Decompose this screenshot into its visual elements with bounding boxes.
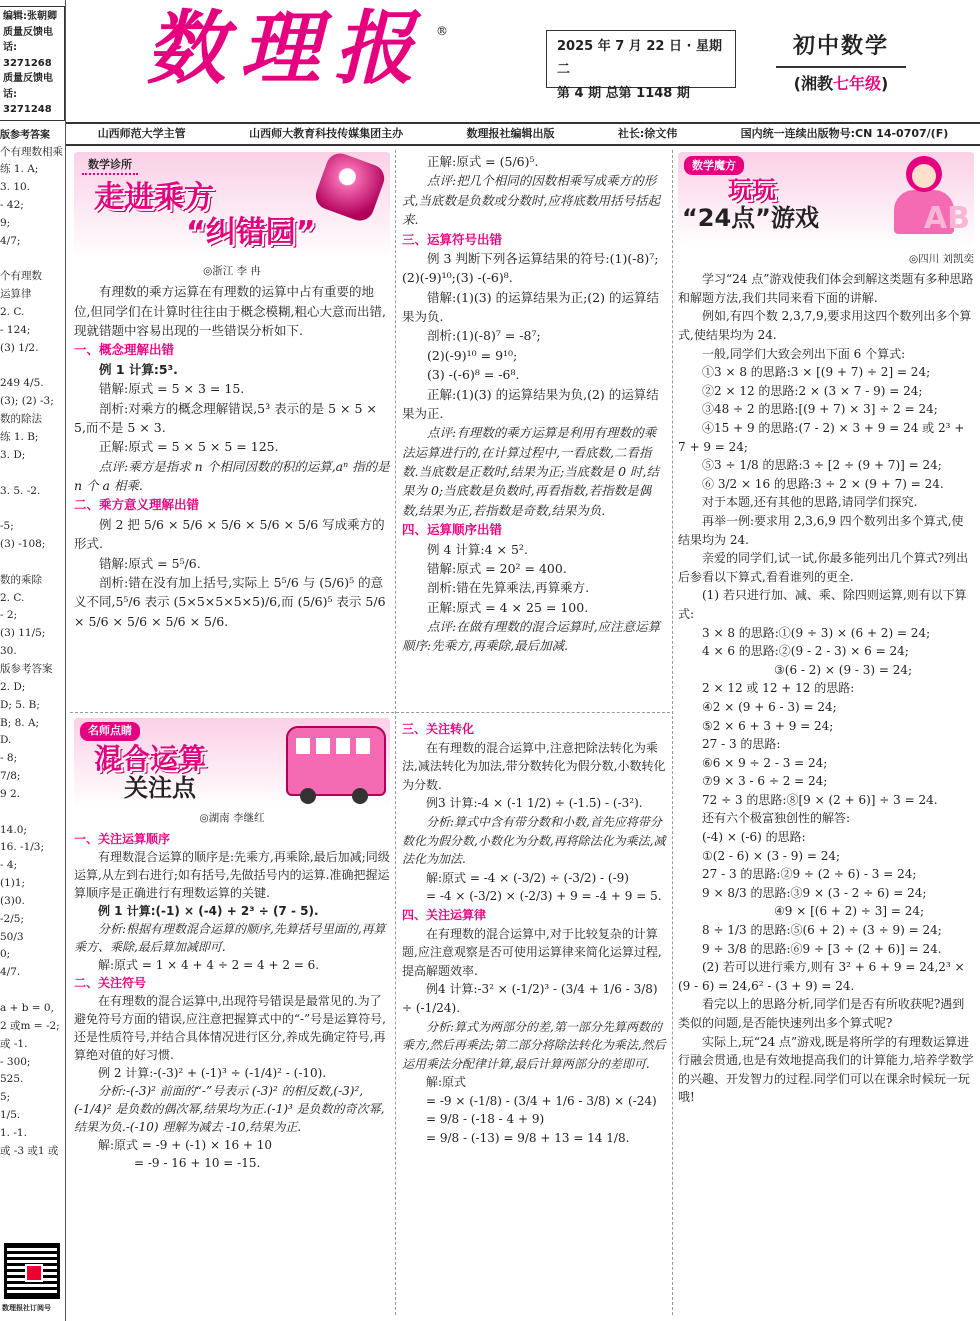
qr-label: 数理报社订阅号 xyxy=(2,1304,51,1313)
logo: 数理报 xyxy=(146,1,428,95)
column-tag: 数学诊所 xyxy=(82,156,138,175)
subject-title: 初中数学 xyxy=(776,30,906,68)
article-exponent-errors: 数学诊所 走进乘方 “纠错园” ◎浙江 李 冉 有理数的乘方运算在有理数的运算中占有重要的地位,但同学们在计算时往往由于概念模糊,粗心大意而出错,现就错题中容易出现的一些错误分析如下. 一、概念理解出错 例 1 计算:5³. 错解:原式 = 5 × 3 = 15. 剖析:对乘方的概念理解错误,5³ 表示的是 5 × 5 × 5,而不是 5 × 3. 正解:原式 = 5 × 5 × 5 = 125. 点评:乘方是指求 n 个相同因数的积的运算,aⁿ 指的是 n 个 a 相乘. 二、乘方意义理解出错 例 2 把 5/6 × 5/6 × 5/6 × 5/6 × 5/6 写成乘方的形式. 错解:原式 = 5⁵/6. 剖析:错在没有加上括号,实际上 5⁵/6 与 (5/6)⁵ 的意义不同,5⁵/6 表示 (5×5×5×5×5)/6,而 (5/6)⁵ 表示 5/6 × 5/6 × 5/6 × 5/6 × 5/6. xyxy=(74,152,390,631)
answer-line: 个有理数 xyxy=(0,270,42,283)
answer-lines xyxy=(0,144,63,1161)
answer-line: 2 或m = -2; xyxy=(0,1019,60,1032)
answer-line: -2/5; xyxy=(0,912,24,925)
answer-line: 0; xyxy=(0,948,11,961)
column-tag: 名师点睛 xyxy=(80,722,140,741)
section-divider xyxy=(70,712,670,713)
answer-line: - 2; xyxy=(0,609,18,622)
answer-line: 或 -3 或1 或 xyxy=(0,1144,59,1157)
answer-line xyxy=(0,251,63,269)
bus-icon xyxy=(286,726,386,796)
editor-info: 编辑:张朝卿 质量反馈电话: 3271268 质量反馈电话: 3271248 xyxy=(0,6,65,121)
answer-line: 运算律 xyxy=(0,288,32,301)
answer-line xyxy=(0,554,63,572)
answer-line: 525. xyxy=(0,1073,24,1086)
reading-girl-icon: AB xyxy=(884,156,970,242)
answer-line: 2. D; xyxy=(0,680,26,693)
answer-line: D; 5. B; xyxy=(0,698,40,711)
answer-line: (3) 11/5; xyxy=(0,627,46,640)
answer-line: - 4; xyxy=(0,859,18,872)
column-divider xyxy=(672,150,673,1315)
answer-line xyxy=(0,358,63,376)
registered-mark: ® xyxy=(436,24,448,38)
grade-label: (湘教七年级) xyxy=(793,74,889,94)
answer-line xyxy=(0,804,63,822)
answer-line: 个有理数相乘 xyxy=(0,145,63,158)
answer-line: 4/7; xyxy=(0,234,21,247)
answer-line: 249 4/5. xyxy=(0,377,44,390)
answer-line xyxy=(0,465,63,483)
answer-line: 30. xyxy=(0,645,17,658)
answer-line: (3); (2) -3; xyxy=(0,395,54,408)
article-mixed-operations-cont: 三、关注转化 在有理数的混合运算中,注意把除法转化为乘法,减法转化为加法,带分数转化为假分数,小数转化为分数. 例3 计算:-4 × (-1 1/2) ÷ (-1.5) - (-3²). 分析:算式中含有带分数和小数,首先应将带分数化为假分数,小数化为分数,再将除法化为乘法,减法化为加法. 解:原式 = -4 × (-3/2) ÷ (-3/2) - (-9) = -4 × (-3/2) × (-2/3) + 9 = -4 + 9 = 5. 四、关注运算律 在有理数的混合运算中,对于比较复杂的计算题,应注意观察是否可使用运算律来简化运算过程,提高解题效率. 例4 计算:-3² × (-1/2)³ - (3/4 + 1/6 - 3/8) ÷ (-1/24). 分析:算式为两部分的差,第一部分先算两数的乘方,然后再乘法;第二部分将除法转化为乘法,然后运用乘法分配律计算,最后计算两部分的差即可. 解:原式 = -9 × (-1/8) - (3/4 + 1/6 - 3/8) × (-24) = 9/8 - (-18 - 4 + 9) = 9/8 - (-13) = 9/8 + 13 = 14 1/8. xyxy=(402,722,666,1146)
article-author: ◎四川 刘凯奕 xyxy=(909,253,974,265)
publisher-bar: 山西师范大学主管 山西师大教育科技传媒集团主办 数理报社编辑出版 社长:徐文伟 国内统一连续出版物号:CN 14-0707/(F) xyxy=(66,122,980,146)
issue-text: 第 4 期 总第 1148 期 xyxy=(557,85,690,101)
masthead xyxy=(66,0,980,122)
article-banner xyxy=(678,152,974,248)
answer-line: B; 8. A; xyxy=(0,716,40,729)
left-answer-column xyxy=(0,0,66,1321)
answer-line: 1/5. xyxy=(0,1109,21,1122)
answer-line: 2. C. xyxy=(0,306,25,319)
answer-line: - 8; xyxy=(0,752,18,765)
answer-line: (3) 1/2. xyxy=(0,341,39,354)
answer-list: 版参考答案 个有理数相乘 练 1. A; 3. 10. - 42; 9; 4/7; 个有理数 运算律 2. C. - 124; (3) 1/2. 249 4/5. (3); (2) -3; 数的除法 练 1. B; 3. D; 3. 5. -2. -5; (3) -108; 数的乘除 2. C. - 2; (3) 11/5; 30. 版参考答案 2. D; D; 5. B; B; 8. A; D. - 8; 7/8; 9 2. 14.0; 16. -1/3; - 4; (1)1; (3)0. -2/5; 50/3 0; 4/7. a + b = 0, 2 或m = -2; 或 -1. - 300; 525. 5; 1/5. 1. -1. 或 -3 或1 或 xyxy=(0,121,65,1161)
answer-line: (3)0. xyxy=(0,894,25,907)
article-banner xyxy=(74,718,390,808)
article-author: ◎湖南 李继红 xyxy=(199,812,265,824)
answer-line: D. xyxy=(0,734,12,747)
answer-line: 1. -1. xyxy=(0,1126,27,1139)
column-tag: 数学魔方 xyxy=(684,156,744,175)
article-title: 走进乘方 xyxy=(94,180,214,216)
answer-line: (3) -108; xyxy=(0,538,46,551)
article-title-2: 关注点 xyxy=(124,773,196,802)
article-exponent-errors-cont: 正解:原式 = (5/6)⁵. 点评:把几个相同的因数相乘写成乘方的形式,当底数是负数或分数时,应将底数用括号括起来. 三、运算符号出错 例 3 判断下列各运算结果的符号:(1)(-8)⁷;(2)(-9)¹⁰;(3) -(-6)⁸. 错解:(1)(3) 的运算结果为正;(2) 的运算结果为负. 剖析:(1)(-8)⁷ = -8⁷; (2)(-9)¹⁰ = 9¹⁰; (3) -(-6)⁸ = -6⁸. 正解:(1)(3) 的运算结果为负,(2) 的运算结果为正. 点评:有理数的乘方运算是利用有理数的乘法运算进行的,在计算过程中,一看底数,二看指数.当底数是正数时,结果为正;当底数是 0 时,结果为 0;当底数是负数时,再看指数,若指数是偶数,结果为正,若指数是奇数,结果为负. 四、运算顺序出错 例 4 计算:4 × 5². 错解:原式 = 20² = 400. 剖析:错在先算乘法,再算乘方. 正解:原式 = 4 × 25 = 100. 点评:在做有理数的混合运算时,应注意运算顺序:先乘方,再乘除,最后加减. xyxy=(402,154,661,654)
article-title: 混合运算 xyxy=(94,741,207,775)
answer-line: 数的除法 xyxy=(0,413,42,426)
date-text: 2025 年 7 月 22 日 · 星期二 xyxy=(557,39,722,78)
article-title-2: “纠错园” xyxy=(186,214,316,250)
article-author: ◎浙江 李 冉 xyxy=(203,265,261,277)
article-banner xyxy=(74,152,390,260)
answer-line: 2. C. xyxy=(0,591,25,604)
answer-line: 9 2. xyxy=(0,787,21,800)
answer-line: 版参考答案 xyxy=(0,662,53,675)
answer-line xyxy=(0,500,63,518)
answer-line: 练 1. B; xyxy=(0,431,39,443)
subject-box xyxy=(776,30,906,97)
answer-line: - 300; xyxy=(0,1055,31,1068)
answer-line: - 124; xyxy=(0,323,31,336)
answer-line: 14.0; xyxy=(0,823,27,836)
answer-line: 9; xyxy=(0,216,11,229)
column-divider xyxy=(395,150,396,1315)
answer-line: 3. 5. -2. xyxy=(0,484,41,497)
answer-line xyxy=(0,982,63,1000)
answer-line: -5; xyxy=(0,520,14,533)
answer-line: - 42; xyxy=(0,199,24,212)
article-title-2: “24点”游戏 xyxy=(682,203,819,232)
answer-line: 5; xyxy=(0,1091,11,1104)
article-mixed-operations: 名师点睛 混合运算 关注点 ◎湖南 李继红 一、关注运算顺序 有理数混合运算的顺序是:先乘方,再乘除,最后加减;同级运算,从左到右进行;如有括号,先做括号内的运算.准确把握运算顺序是正确进行有理数运算的关键. 例 1 计算:(-1) × (-4) + 2³ ÷ (7 - 5). 分析:根据有理数混合运算的顺序,先算括号里面的,再算乘方、乘除,最后算加减即可. 解:原式 = 1 × 4 + 4 ÷ 2 = 4 + 2 = 6. 二、关注符号 在有理数的混合运算中,出现符号错误是最常见的.为了避免符号方面的错误,应注意把握算式中的“-”号是运算符号,还是性质符号,并结合具体情况进行区分,养成先确定符号,再算绝对值的好习惯. 例 2 计算:-(-3)² + (-1)³ ÷ (-1/4)² - (-10). 分析:-(-3)² 前面的“-”号表示 (-3)² 的相反数,(-3)²,(-1/4)² 是负数的偶次幂,结果均为正.(-1)³ 是负数的奇次幂,结果为负.-(-10) 理解为减去 -10,结果为正. 解:原式 = -9 + (-1) × 16 + 10 = -9 - 16 + 10 = -15. xyxy=(74,718,390,1172)
answer-line: 3. 10. xyxy=(0,181,31,194)
date-box xyxy=(546,30,736,101)
qr-code[interactable] xyxy=(4,1243,60,1299)
answer-line: 4/7. xyxy=(0,966,21,979)
answer-line: 50/3 xyxy=(0,930,24,943)
answer-line: a + b = 0, xyxy=(0,1002,54,1014)
answer-line: (1)1; xyxy=(0,877,26,890)
answer-line: 数的乘除 xyxy=(0,573,42,586)
answer-line: 7/8; xyxy=(0,770,21,783)
answer-line: 练 1. A; xyxy=(0,163,39,176)
article-24-game: 数学魔方 玩玩 “24点”游戏 AB ◎四川 刘凯奕 学习“24 点”游戏使我们体会到解这类题有多种思路和解题方法,我们共同来看下面的讲解. 例如,有四个数 2,3,7,9,要求用这四个数列出多个算式,使结果均为 24. 一般,同学们大致会列出下面 6 个算式: ①3 × 8 的思路:3 × [(9 + 7) ÷ 2] = 24; ②2 × 12 的思路:2 × (3 × 7 - 9) = 24; ③48 ÷ 2 的思路:[(9 + 7) × 3] ÷ 2 = 24; ④15 + 9 的思路:(7 - 2) × 3 + 9 = 24 或 2³ + 7 + 9 = 24; ⑤3 ÷ 1/8 的思路:3 ÷ [2 ÷ (9 + 7)] = 24; ⑥ 3/2 × 16 的思路:3 ÷ 2 × (9 + 7) = 24. 对于本题,还有其他的思路,请同学们探究. 再举一例:要求用 2,3,6,9 四个数列出多个算式,使结果均为 24. 亲爱的同学们,试一试,你最多能列出几个算式?列出后参看以下算式,看看谁列的更全. (1) 若只进行加、减、乘、除四则运算,则有以下算式: 3 × 8 的思路:①(9 ÷ 3) × (6 + 2) = 24; 4 × 6 的思路:②(9 - 2 - 3) × 6 = 24; ③(6 - 2) × (9 - 3) = 24; 2 × 12 或 12 + 12 的思路: ④2 × (9 + 6 - 3) = 24; ⑤2 × 6 + 3 + 9 = 24; 27 - 3 的思路: ⑥6 × 9 ÷ 2 - 3 = 24; ⑦9 × 3 - 6 ÷ 2 = 24; 72 ÷ 3 的思路:⑧[9 × (2 + 6)] ÷ 3 = 24. 还有六个极富独创性的解答: (-4) × (-6) 的思路: ①(2 - 6) × (3 - 9) = 24; 27 - 3 的思路:②9 ÷ (2 ÷ 6) - 3 = 24; 9 × 8/3 的思路:③9 × (3 - 2 ÷ 6) = 24; ④9 × [(6 + 2) ÷ 3] = 24; 8 ÷ 1/3 的思路:⑤(6 + 2) ÷ (3 ÷ 9) = 24; 9 ÷ 3/8 的思路:⑥9 ÷ [3 ÷ (2 + 6)] = 24. (2) 若可以进行乘方,则有 3² + 6 + 9 = 24,2³ × (9 - 6) = 24,6² - (3 + 9) = 24. 看完以上的思路分析,同学们是否有所收获呢?遇到类似的问题,是否能快速列出多个算式呢? 实际上,玩“24 点”游戏,既是将所学的有理数运算进行融会贯通,也是有效地提高我们的计算能力,培养学数学的兴趣、开发智力的过程.同学们可以在课余时候玩一玩哦! xyxy=(678,152,974,1107)
answer-line: 或 -1. xyxy=(0,1037,28,1050)
article-title: 玩玩 xyxy=(728,176,776,205)
answer-line: 3. D; xyxy=(0,448,26,461)
answer-line: 16. -1/3; xyxy=(0,841,45,854)
